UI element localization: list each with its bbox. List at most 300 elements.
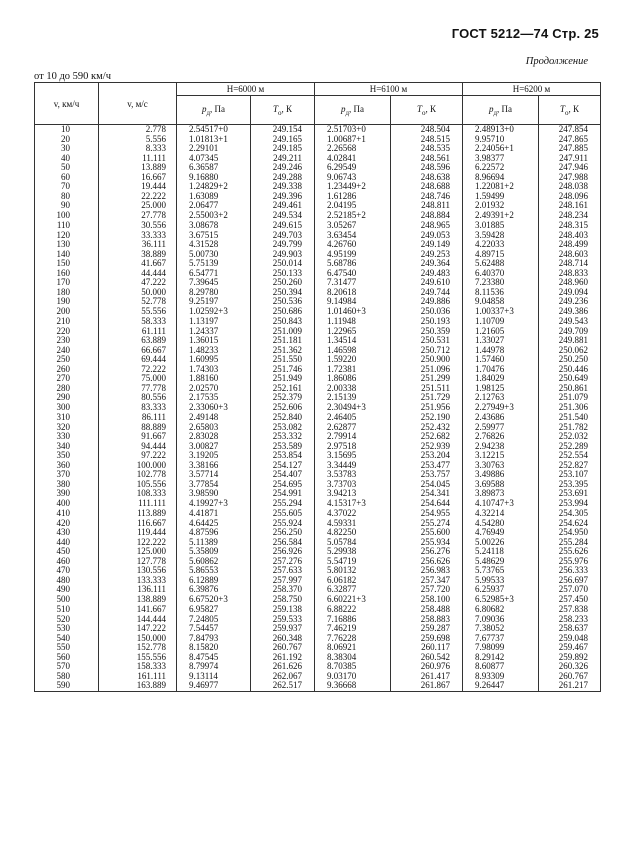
table-cell: 249.903: [251, 250, 315, 260]
table-cell: 1.22965: [315, 327, 391, 337]
table-cell: 1.84029: [463, 374, 539, 384]
table-cell: 1.86086: [315, 374, 391, 384]
table-cell: 6.25937: [463, 585, 539, 595]
table-cell: 9.04858: [463, 297, 539, 307]
table-cell: 249.338: [251, 182, 315, 192]
table-row: [35, 317, 601, 327]
table-cell: 77.778: [99, 384, 177, 394]
table-cell: 11.111: [99, 154, 177, 164]
table-cell: 249.610: [391, 278, 463, 288]
table-cell: 6.32877: [315, 585, 391, 595]
table-cell: 1.01813+1: [177, 135, 251, 145]
table-cell: 8.29780: [177, 288, 251, 298]
table-cell: 40: [35, 154, 99, 164]
table-cell: 280: [35, 384, 99, 394]
table-row: [35, 470, 601, 480]
table-cell: 249.703: [251, 231, 315, 241]
table-row: [35, 135, 601, 145]
header-group-6200: H=6200 м: [463, 83, 601, 96]
table-row: [35, 413, 601, 423]
table-cell: 248.638: [391, 173, 463, 183]
table-cell: 2.30494+3: [315, 403, 391, 414]
table-row: [35, 173, 601, 183]
table-cell: 2.04195: [315, 201, 391, 211]
table-cell: 248.535: [391, 144, 463, 154]
table-cell: 255.626: [539, 547, 601, 557]
table-row: [35, 432, 601, 442]
table-cell: 256.584: [251, 538, 315, 548]
table-cell: 248.884: [391, 211, 463, 222]
table-cell: 9.14984: [315, 297, 391, 307]
table-cell: 252.682: [391, 432, 463, 442]
table-cell: 6.36587: [177, 163, 251, 173]
table-cell: 254.045: [391, 480, 463, 490]
table-cell: 5.54719: [315, 557, 391, 567]
table-cell: 3.53783: [315, 470, 391, 480]
table-cell: 251.096: [391, 365, 463, 375]
table-cell: 250.536: [251, 297, 315, 307]
table-row: [35, 192, 601, 202]
header-temperature: $T_о$, К: [391, 96, 463, 125]
table-cell: 3.69588: [463, 480, 539, 490]
table-cell: 110: [35, 221, 99, 231]
table-cell: 3.34449: [315, 461, 391, 471]
table-cell: 480: [35, 576, 99, 586]
table-row: [35, 393, 601, 403]
table-cell: 36.111: [99, 240, 177, 250]
table-row: [35, 576, 601, 586]
table-cell: 5.86553: [177, 566, 251, 576]
table-cell: 255.934: [391, 538, 463, 548]
table-cell: 248.603: [539, 250, 601, 260]
table-cell: 108.333: [99, 489, 177, 499]
table-cell: 2.26568: [315, 144, 391, 154]
table-row: [35, 643, 601, 653]
table-cell: 250.062: [539, 346, 601, 356]
table-cell: 25.000: [99, 201, 177, 211]
table-row: [35, 662, 601, 672]
table-cell: 22.222: [99, 192, 177, 202]
table-cell: 1.61286: [315, 192, 391, 202]
table-cell: 105.556: [99, 480, 177, 490]
table-cell: 8.38304: [315, 653, 391, 663]
table-cell: 257.997: [251, 576, 315, 586]
table-cell: 100.000: [99, 461, 177, 471]
table-cell: 3.05267: [315, 221, 391, 231]
table-cell: 2.49148: [177, 413, 251, 423]
table-cell: 4.31528: [177, 240, 251, 250]
table-cell: 258.233: [539, 615, 601, 625]
page-header: ГОСТ 5212—74 Стр. 25: [451, 26, 599, 41]
table-cell: 520: [35, 615, 99, 625]
table-cell: 75.000: [99, 374, 177, 384]
table-cell: 252.379: [251, 393, 315, 403]
table-cell: 262.067: [251, 672, 315, 682]
table-cell: 249.211: [251, 154, 315, 164]
table-cell: 230: [35, 336, 99, 346]
table-cell: 260.348: [251, 634, 315, 644]
table-cell: 247.988: [539, 173, 601, 183]
table-cell: 380: [35, 480, 99, 490]
table-row: [35, 346, 601, 356]
table-cell: 5.556: [99, 135, 177, 145]
table-cell: 3.94213: [315, 489, 391, 499]
table-cell: 257.633: [251, 566, 315, 576]
table-cell: 8.47545: [177, 653, 251, 663]
table-cell: 570: [35, 662, 99, 672]
table-cell: 3.00827: [177, 442, 251, 452]
table-cell: 251.299: [391, 374, 463, 384]
table-cell: 8.333: [99, 144, 177, 154]
table-cell: 6.88222: [315, 605, 391, 615]
table-cell: 1.21605: [463, 327, 539, 337]
table-row: [35, 355, 601, 365]
table-row: [35, 231, 601, 241]
table-cell: 2.29101: [177, 144, 251, 154]
table-cell: 8.60877: [463, 662, 539, 672]
table-cell: 440: [35, 538, 99, 548]
table-cell: 258.883: [391, 615, 463, 625]
table-row: [35, 403, 601, 414]
table-cell: 257.070: [539, 585, 601, 595]
table-cell: 251.949: [251, 374, 315, 384]
table-cell: 250.359: [391, 327, 463, 337]
table-cell: 2.12763: [463, 393, 539, 403]
table-cell: 249.534: [251, 211, 315, 222]
table-cell: 44.444: [99, 269, 177, 279]
table-cell: 7.23380: [463, 278, 539, 288]
table-cell: 155.556: [99, 653, 177, 663]
table-row: [35, 547, 601, 557]
table-cell: 8.15820: [177, 643, 251, 653]
header-v-kmh: v, км/ч: [35, 83, 99, 125]
table-cell: 250.133: [251, 269, 315, 279]
table-cell: 152.778: [99, 643, 177, 653]
header-pressure: $p_д$, Па: [315, 96, 391, 125]
table-cell: 147.222: [99, 624, 177, 634]
table-cell: 220: [35, 327, 99, 337]
table-cell: 7.76228: [315, 634, 391, 644]
table-cell: 249.236: [539, 297, 601, 307]
table-cell: 1.70476: [463, 365, 539, 375]
table-cell: 249.185: [251, 144, 315, 154]
table-cell: 320: [35, 423, 99, 433]
table-cell: 248.561: [391, 154, 463, 164]
table-cell: 66.667: [99, 346, 177, 356]
table-cell: 251.782: [539, 423, 601, 433]
table-cell: 257.720: [391, 585, 463, 595]
table-cell: 5.73765: [463, 566, 539, 576]
table-cell: 251.306: [539, 403, 601, 414]
table-cell: 100: [35, 211, 99, 222]
table-cell: 251.009: [251, 327, 315, 337]
header-temperature: $T_о$, К: [251, 96, 315, 125]
table-cell: 2.00338: [315, 384, 391, 394]
table-cell: 2.02570: [177, 384, 251, 394]
table-cell: 2.49391+2: [463, 211, 539, 222]
table-cell: 3.08678: [177, 221, 251, 231]
table-row: [35, 681, 601, 691]
table-cell: 256.276: [391, 547, 463, 557]
table-cell: 256.333: [539, 566, 601, 576]
table-cell: 1.13197: [177, 317, 251, 327]
table-cell: 261.626: [251, 662, 315, 672]
table-cell: 260.117: [391, 643, 463, 653]
table-cell: 1.01460+3: [315, 307, 391, 318]
table-row: [35, 499, 601, 510]
table-cell: 7.67737: [463, 634, 539, 644]
table-cell: 30: [35, 144, 99, 154]
table-cell: 248.315: [539, 221, 601, 231]
table-cell: 6.60221+3: [315, 595, 391, 606]
table-cell: 470: [35, 566, 99, 576]
table-cell: 3.89873: [463, 489, 539, 499]
table-cell: 1.98125: [463, 384, 539, 394]
table-cell: 13.889: [99, 163, 177, 173]
table-cell: 144.444: [99, 615, 177, 625]
table-cell: 247.946: [539, 163, 601, 173]
table-cell: 1.00687+1: [315, 135, 391, 145]
table-cell: 2.79914: [315, 432, 391, 442]
table-cell: 249.364: [391, 259, 463, 269]
table-cell: 8.93309: [463, 672, 539, 682]
table-cell: 260.326: [539, 662, 601, 672]
table-cell: 1.11948: [315, 317, 391, 327]
table-cell: 257.347: [391, 576, 463, 586]
table-cell: 38.889: [99, 250, 177, 260]
table-cell: 3.49886: [463, 470, 539, 480]
table-cell: 248.161: [539, 201, 601, 211]
table-cell: 259.467: [539, 643, 601, 653]
table-cell: 249.461: [251, 201, 315, 211]
table-cell: 248.403: [539, 231, 601, 241]
table-cell: 3.63454: [315, 231, 391, 241]
table-cell: 52.778: [99, 297, 177, 307]
table-cell: 390: [35, 489, 99, 499]
table-cell: 8.06921: [315, 643, 391, 653]
table-cell: 6.80682: [463, 605, 539, 615]
table-row: [35, 163, 601, 173]
table-cell: 260.767: [251, 643, 315, 653]
table-cell: 252.606: [251, 403, 315, 414]
table-cell: 360: [35, 461, 99, 471]
table-cell: 5.24118: [463, 547, 539, 557]
table-cell: 251.540: [539, 413, 601, 423]
table-cell: 253.204: [391, 451, 463, 461]
table-cell: 249.154: [251, 125, 315, 135]
table-cell: 259.937: [251, 624, 315, 634]
table-cell: 4.82250: [315, 528, 391, 538]
table-cell: 1.88160: [177, 374, 251, 384]
table-cell: 250.394: [251, 288, 315, 298]
table-row: [35, 365, 601, 375]
table-cell: 111.111: [99, 499, 177, 510]
table-cell: 1.36015: [177, 336, 251, 346]
table-cell: 250: [35, 355, 99, 365]
table-cell: 2.48913+0: [463, 125, 539, 135]
table-cell: 2.06477: [177, 201, 251, 211]
header-temperature: $T_о$, К: [539, 96, 601, 125]
table-cell: 180: [35, 288, 99, 298]
table-cell: 2.59977: [463, 423, 539, 433]
table-cell: 259.533: [251, 615, 315, 625]
table-cell: 1.60995: [177, 355, 251, 365]
table-cell: 5.35809: [177, 547, 251, 557]
table-cell: 253.107: [539, 470, 601, 480]
table-cell: 249.386: [539, 307, 601, 318]
table-cell: 253.477: [391, 461, 463, 471]
table-cell: 259.048: [539, 634, 601, 644]
table-cell: 530: [35, 624, 99, 634]
table-cell: 248.234: [539, 211, 601, 222]
table-cell: 252.827: [539, 461, 601, 471]
table-cell: 4.54280: [463, 519, 539, 529]
table-row: [35, 278, 601, 288]
table-cell: 5.11389: [177, 538, 251, 548]
table-cell: 259.287: [391, 624, 463, 634]
table-cell: 6.29549: [315, 163, 391, 173]
table-cell: 254.407: [251, 470, 315, 480]
table-row: [35, 509, 601, 519]
table-cell: 1.33027: [463, 336, 539, 346]
table-body: [35, 125, 601, 692]
table-cell: 2.46405: [315, 413, 391, 423]
table-cell: 259.138: [251, 605, 315, 615]
table-cell: 261.217: [539, 681, 601, 691]
table-cell: 1.22081+2: [463, 182, 539, 192]
table-cell: 249.288: [251, 173, 315, 183]
table-cell: 249.709: [539, 327, 601, 337]
table-cell: 258.488: [391, 605, 463, 615]
table-cell: 141.667: [99, 605, 177, 615]
table-cell: 102.778: [99, 470, 177, 480]
table-cell: 3.38166: [177, 461, 251, 471]
table-cell: 7.98099: [463, 643, 539, 653]
table-row: [35, 653, 601, 663]
table-cell: 1.34514: [315, 336, 391, 346]
table-cell: 2.51703+0: [315, 125, 391, 135]
table-cell: 259.698: [391, 634, 463, 644]
table-cell: 258.100: [391, 595, 463, 606]
table-cell: 252.554: [539, 451, 601, 461]
table-cell: 63.889: [99, 336, 177, 346]
table-cell: 256.626: [391, 557, 463, 567]
table-cell: 249.165: [251, 135, 315, 145]
table-cell: 251.079: [539, 393, 601, 403]
table-cell: 60: [35, 173, 99, 183]
table-cell: 5.99533: [463, 576, 539, 586]
table-cell: 248.499: [539, 240, 601, 250]
table-cell: 257.276: [251, 557, 315, 567]
table-cell: 6.39876: [177, 585, 251, 595]
table-cell: 256.250: [251, 528, 315, 538]
table-cell: 250.861: [539, 384, 601, 394]
table-row: [35, 269, 601, 279]
table-cell: 3.98590: [177, 489, 251, 499]
table-cell: 2.97518: [315, 442, 391, 452]
table-cell: 248.688: [391, 182, 463, 192]
table-cell: 1.72381: [315, 365, 391, 375]
table-cell: 254.955: [391, 509, 463, 519]
table-cell: 6.06182: [315, 576, 391, 586]
table-cell: 86.111: [99, 413, 177, 423]
table-cell: 161.111: [99, 672, 177, 682]
table-cell: 91.667: [99, 432, 177, 442]
table-row: [35, 336, 601, 346]
table-row: [35, 221, 601, 231]
table-cell: 1.00337+3: [463, 307, 539, 318]
table-row: [35, 154, 601, 164]
table-cell: 256.697: [539, 576, 601, 586]
table-cell: 136.111: [99, 585, 177, 595]
table-cell: 119.444: [99, 528, 177, 538]
table-row: [35, 182, 601, 192]
table-cell: 6.47540: [315, 269, 391, 279]
table-cell: 5.00226: [463, 538, 539, 548]
table-cell: 260: [35, 365, 99, 375]
table-cell: 6.54771: [177, 269, 251, 279]
table-row: [35, 250, 601, 260]
table-cell: 7.38052: [463, 624, 539, 634]
table-cell: 4.19927+3: [177, 499, 251, 510]
atmosphere-table: [34, 82, 601, 692]
table-cell: 247.911: [539, 154, 601, 164]
table-cell: 9.06743: [315, 173, 391, 183]
table-cell: 116.667: [99, 519, 177, 529]
table-cell: 6.40370: [463, 269, 539, 279]
table-cell: 254.341: [391, 489, 463, 499]
header-v-ms: v, м/с: [99, 83, 177, 125]
table-cell: 248.096: [539, 192, 601, 202]
table-cell: 248.038: [539, 182, 601, 192]
table-cell: 258.750: [251, 595, 315, 606]
table-cell: 4.64425: [177, 519, 251, 529]
table-cell: 1.10709: [463, 317, 539, 327]
table-cell: 249.483: [391, 269, 463, 279]
table-cell: 510: [35, 605, 99, 615]
table-cell: 250.036: [391, 307, 463, 318]
table-cell: 250.193: [391, 317, 463, 327]
table-cell: 2.27949+3: [463, 403, 539, 414]
table-cell: 2.43686: [463, 413, 539, 423]
table-cell: 252.032: [539, 432, 601, 442]
table-cell: 9.46977: [177, 681, 251, 691]
table-row: [35, 201, 601, 211]
table-cell: 254.644: [391, 499, 463, 510]
table-cell: 1.24337: [177, 327, 251, 337]
table-cell: 130: [35, 240, 99, 250]
table-cell: 50: [35, 163, 99, 173]
table-cell: 33.333: [99, 231, 177, 241]
table-row: [35, 307, 601, 318]
table-cell: 58.333: [99, 317, 177, 327]
table-cell: 9.36668: [315, 681, 391, 691]
table-cell: 249.799: [251, 240, 315, 250]
table-cell: 9.26447: [463, 681, 539, 691]
table-cell: 20: [35, 135, 99, 145]
table-row: [35, 423, 601, 433]
table-cell: 248.833: [539, 269, 601, 279]
header-group-6100: H=6100 м: [315, 83, 463, 96]
table-cell: 290: [35, 393, 99, 403]
table-cell: 251.362: [251, 346, 315, 356]
table-cell: 80.556: [99, 393, 177, 403]
table-cell: 254.991: [251, 489, 315, 499]
table-cell: 249.744: [391, 288, 463, 298]
table-cell: 251.746: [251, 365, 315, 375]
table-cell: 2.24056+1: [463, 144, 539, 154]
table-row: [35, 480, 601, 490]
